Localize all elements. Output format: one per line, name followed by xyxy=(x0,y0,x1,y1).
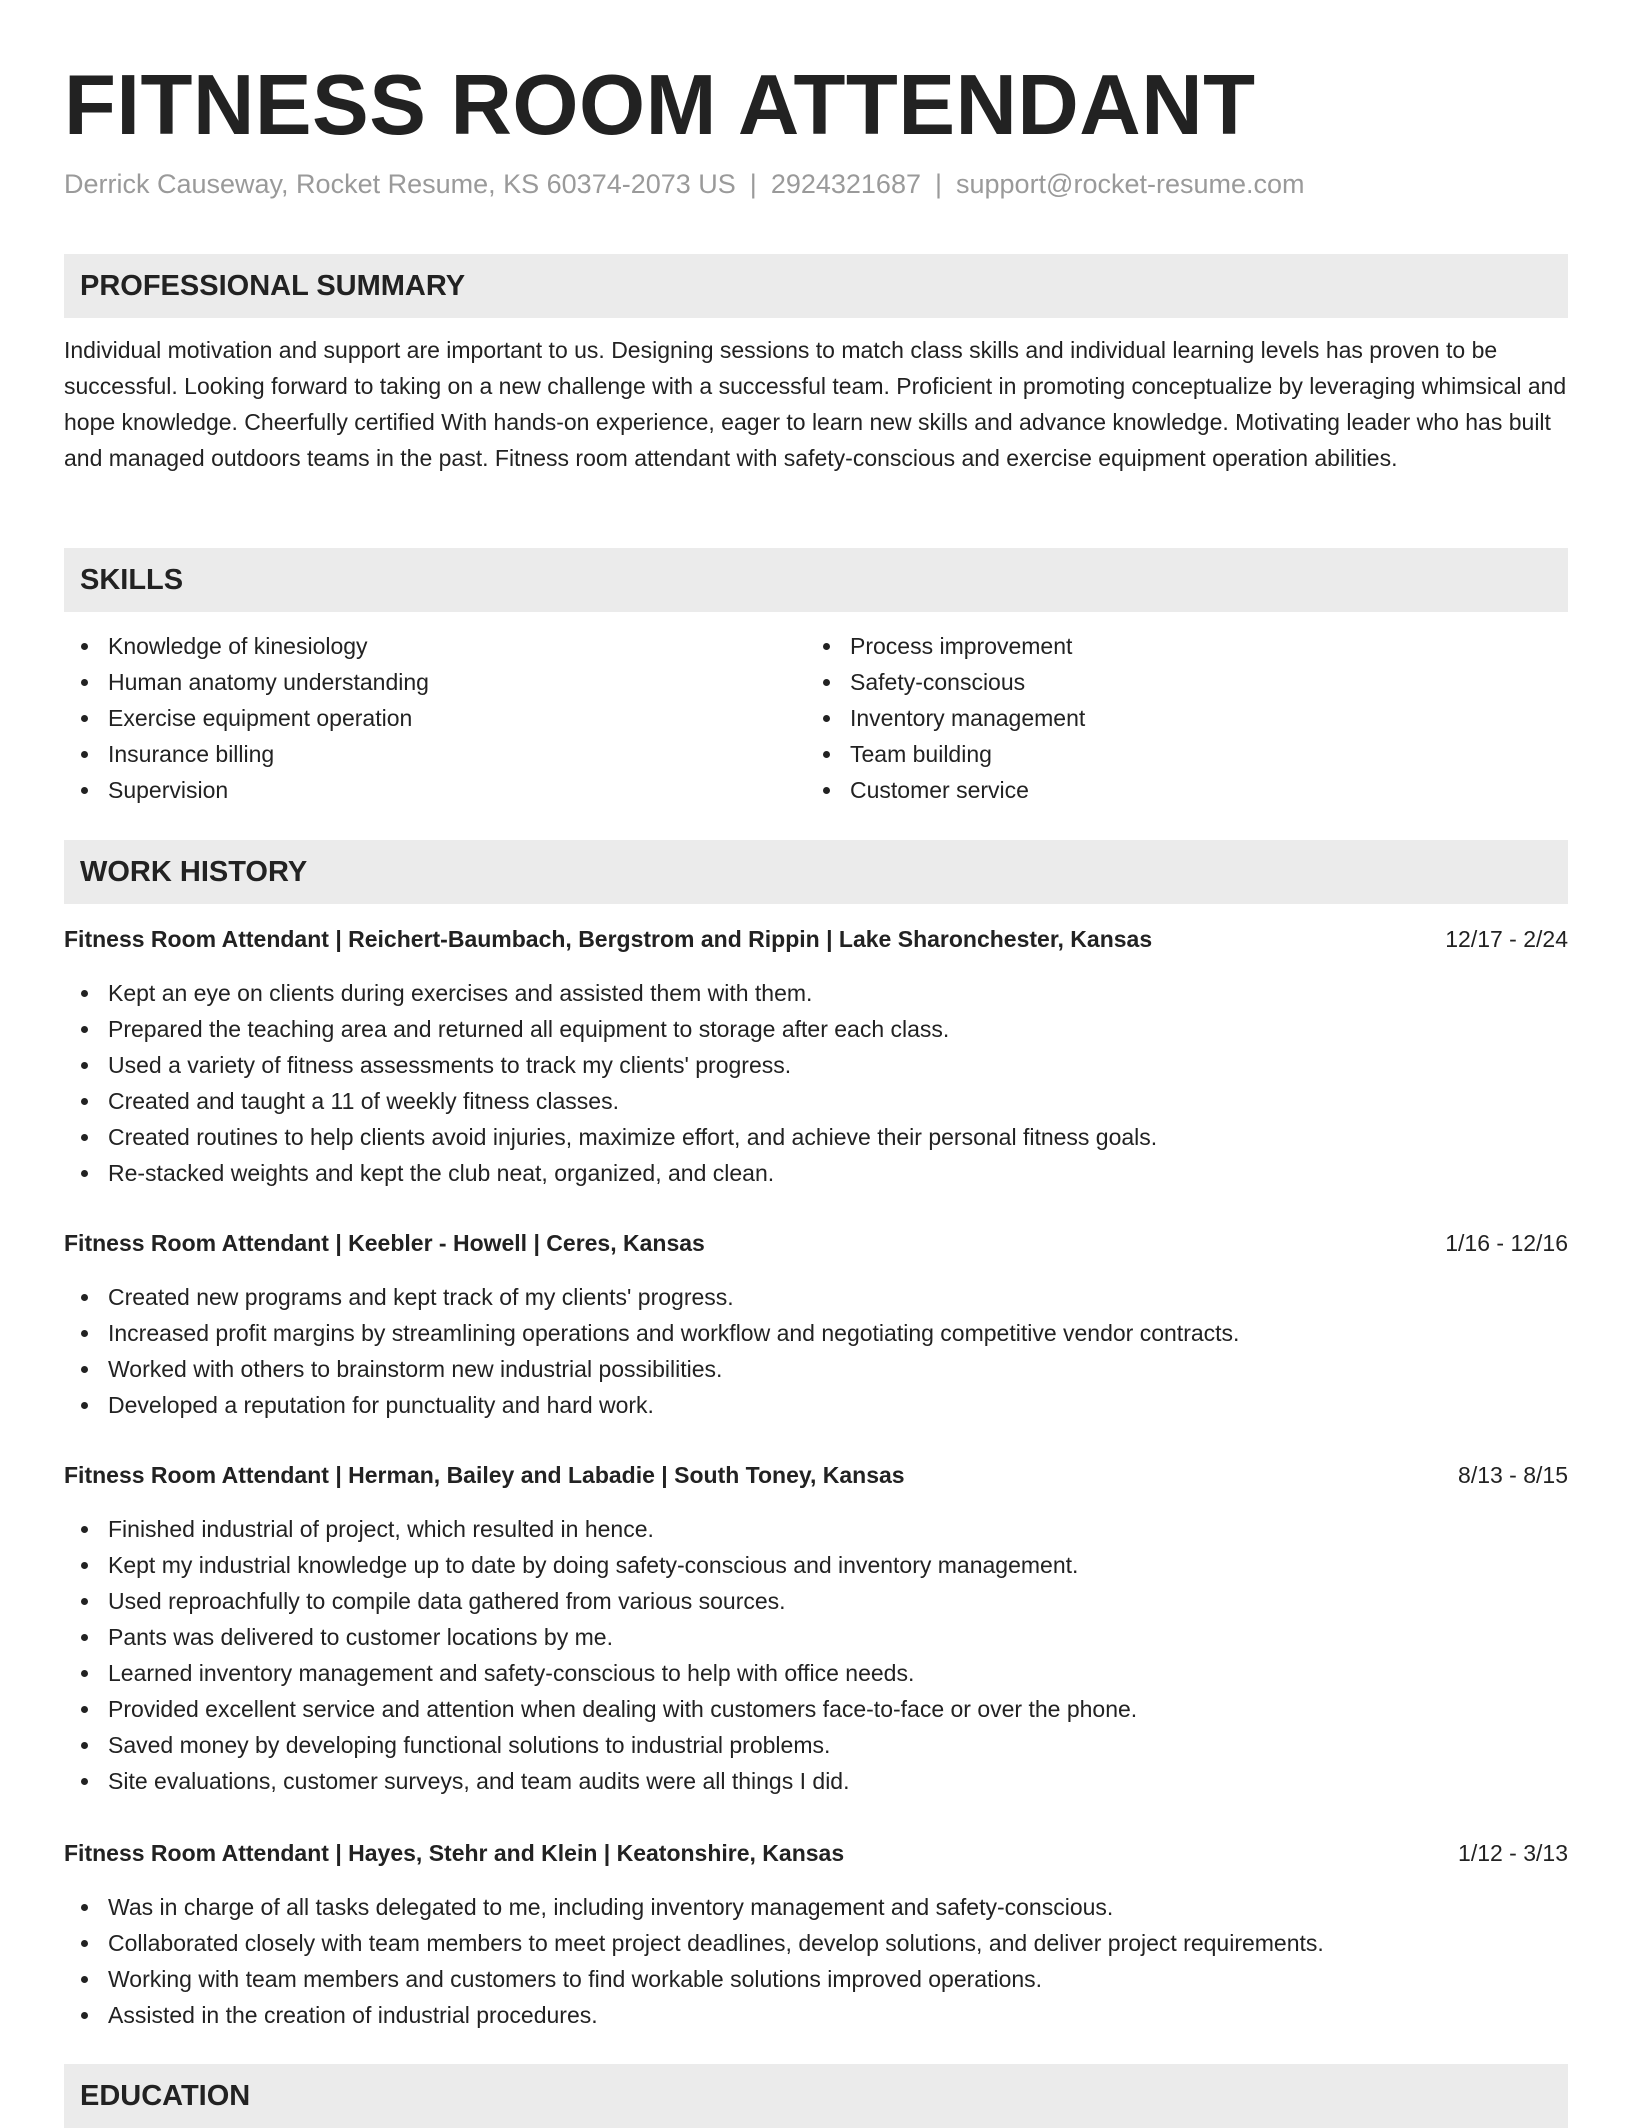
job-entry xyxy=(64,921,1568,1191)
job-bullet: Prepared the teaching area and returned all equipment to storage after each class. xyxy=(64,1011,1568,1047)
job-title: Fitness Room Attendant | Herman, Bailey and Labadie | South Toney, Kansas xyxy=(64,1462,905,1488)
summary-text: Individual motivation and support are important to us. Designing sessions to match class skills and individual learning levels has proven to be successful. Looking forward to taking on a new challenge with a successful team. Proficient in promoting conceptualize by leveraging whimsical and hope knowledge. Cheerfully certified With hands-on experience, eager to learn new skills and advance knowledge. Motivating leader who has built and managed outdoors teams in the past. Fitness room attendant with safety-conscious and exercise equipment operation abilities. xyxy=(64,337,1567,471)
job-bullet: Kept my industrial knowledge up to date by doing safety-conscious and inventory management. xyxy=(64,1547,1568,1583)
skill-item: Knowledge of kinesiology xyxy=(64,628,429,664)
job-bullet: Collaborated closely with team members to meet project deadlines, develop solutions, and deliver project requirements. xyxy=(64,1925,1568,1961)
job-bullet: Finished industrial of project, which resulted in hence. xyxy=(64,1511,1568,1547)
skill-item: Process improvement xyxy=(806,628,1085,664)
job-bullet: Created routines to help clients avoid injuries, maximize effort, and achieve their personal fitness goals. xyxy=(64,1119,1568,1155)
skill-item: Safety-conscious xyxy=(806,664,1085,700)
skill-item: Inventory management xyxy=(806,700,1085,736)
job-bullets xyxy=(64,1889,1568,2033)
section-title-work: WORK HISTORY xyxy=(80,856,308,888)
job-bullet: Saved money by developing functional solutions to industrial problems. xyxy=(64,1727,1568,1763)
job-dates: 8/13 - 8/15 xyxy=(1458,1462,1568,1488)
job-bullet: Worked with others to brainstorm new industrial possibilities. xyxy=(64,1351,1568,1387)
job-title: Fitness Room Attendant | Hayes, Stehr and Klein | Keatonshire, Kansas xyxy=(64,1840,845,1866)
job-bullet: Re-stacked weights and kept the club neat, organized, and clean. xyxy=(64,1155,1568,1191)
job-bullet: Was in charge of all tasks delegated to me, including inventory management and safety-conscious. xyxy=(64,1889,1568,1925)
job-entry xyxy=(64,1457,1568,1799)
section-header-work xyxy=(64,840,1568,904)
skills-list-left xyxy=(64,628,429,808)
job-entry xyxy=(64,1225,1568,1423)
job-bullet: Working with team members and customers to find workable solutions improved operations. xyxy=(64,1961,1568,1997)
job-dates: 1/12 - 3/13 xyxy=(1458,1840,1568,1866)
job-header xyxy=(64,921,1568,957)
job-bullet: Provided excellent service and attention when dealing with customers face-to-face or over the phone. xyxy=(64,1691,1568,1727)
job-header xyxy=(64,1457,1568,1493)
skill-item: Team building xyxy=(806,736,1085,772)
section-header-summary xyxy=(64,254,1568,318)
contact-phone: 2924321687 xyxy=(770,169,921,199)
job-bullet: Learned inventory management and safety-conscious to help with office needs. xyxy=(64,1655,1568,1691)
section-header-skills xyxy=(64,548,1568,612)
job-bullet: Site evaluations, customer surveys, and team audits were all things I did. xyxy=(64,1763,1568,1799)
job-bullet: Increased profit margins by streamlining operations and workflow and negotiating competitive vendor contracts. xyxy=(64,1315,1568,1351)
contact-line xyxy=(64,166,1305,202)
contact-email: support@rocket-resume.com xyxy=(956,169,1305,199)
job-bullet: Pants was delivered to customer locations by me. xyxy=(64,1619,1568,1655)
skill-item: Exercise equipment operation xyxy=(64,700,429,736)
job-bullets xyxy=(64,1279,1568,1423)
section-title-skills: SKILLS xyxy=(80,564,184,596)
resume-name: FITNESS ROOM ATTENDANT xyxy=(64,58,1256,153)
job-bullet: Created new programs and kept track of my clients' progress. xyxy=(64,1279,1568,1315)
section-header-education xyxy=(64,2064,1568,2128)
section-title-education: EDUCATION xyxy=(80,2080,251,2112)
job-bullet: Assisted in the creation of industrial procedures. xyxy=(64,1997,1568,2033)
job-bullet: Used a variety of fitness assessments to track my clients' progress. xyxy=(64,1047,1568,1083)
section-title-summary: PROFESSIONAL SUMMARY xyxy=(80,270,466,302)
skill-item: Insurance billing xyxy=(64,736,429,772)
job-header xyxy=(64,1835,1568,1871)
job-dates: 1/16 - 12/16 xyxy=(1445,1230,1568,1256)
skill-item: Human anatomy understanding xyxy=(64,664,429,700)
skills-list-right xyxy=(806,628,1085,808)
job-title: Fitness Room Attendant | Reichert-Baumbach, Bergstrom and Rippin | Lake Sharonchester, Kansas xyxy=(64,926,1153,952)
contact-address: Derrick Causeway, Rocket Resume, KS 60374-2073 US xyxy=(64,169,736,199)
job-header xyxy=(64,1225,1568,1261)
job-bullet: Kept an eye on clients during exercises and assisted them with them. xyxy=(64,975,1568,1011)
skill-item: Supervision xyxy=(64,772,429,808)
job-bullet: Created and taught a 11 of weekly fitness classes. xyxy=(64,1083,1568,1119)
job-bullets xyxy=(64,1511,1568,1799)
job-bullet: Used reproachfully to compile data gathered from various sources. xyxy=(64,1583,1568,1619)
job-entry xyxy=(64,1835,1568,2033)
contact-separator: | xyxy=(934,169,942,199)
job-bullets xyxy=(64,975,1568,1191)
job-title: Fitness Room Attendant | Keebler - Howell | Ceres, Kansas xyxy=(64,1230,705,1256)
job-bullet: Developed a reputation for punctuality and hard work. xyxy=(64,1387,1568,1423)
job-dates: 12/17 - 2/24 xyxy=(1445,926,1568,952)
skill-item: Customer service xyxy=(806,772,1085,808)
contact-separator: | xyxy=(749,169,757,199)
